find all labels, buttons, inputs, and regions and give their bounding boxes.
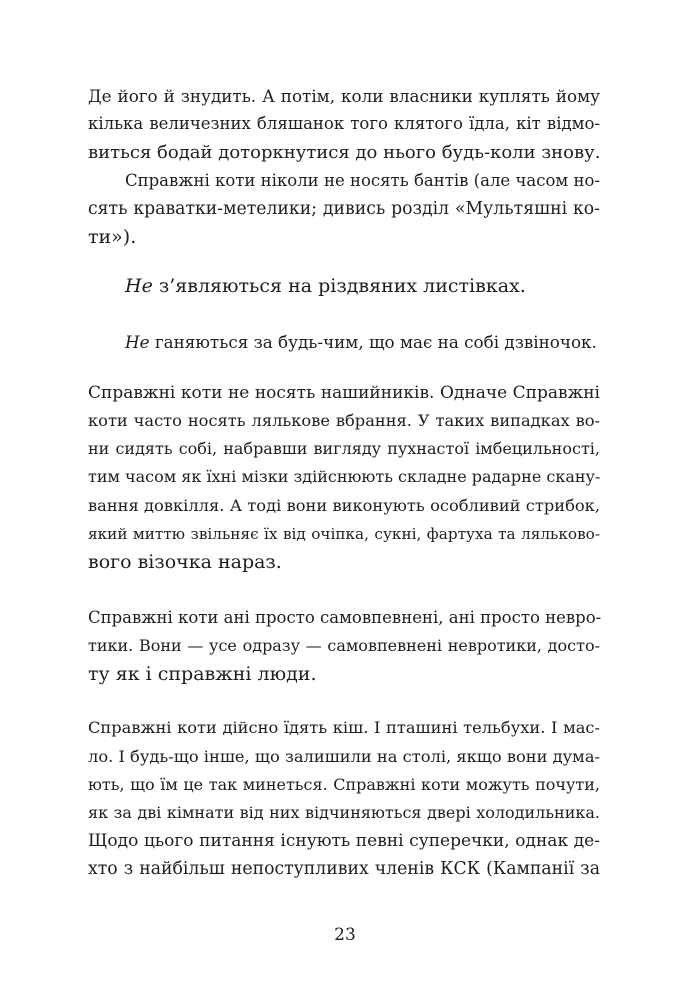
text-line: вання довкілля. А тоді вони виконують особливий стрибок,	[88, 496, 600, 515]
text-line: Справжні коти ніколи не носять бантів (але часом но-	[125, 171, 600, 190]
text-line: який миттю звільняє їх від очіпка, сукні, фартуха та ляльково-	[88, 525, 600, 543]
text-line: кілька величезних бляшанок того клятого їдла, кіт відмо-	[88, 114, 600, 133]
text-line: ють, що їм це так минеться. Справжні коти можуть почути,	[88, 775, 600, 794]
text-line: Справжні коти не носять нашийників. Одначе Справжні	[88, 383, 600, 403]
emphasis-text: Не	[125, 275, 153, 297]
text-line: Справжні коти дійсно їдять кіш. І пташині тельбухи. І мас-	[88, 718, 600, 737]
text-line: тики. Вони — усе одразу — самовпевнені невротики, досто-	[88, 636, 600, 655]
emphasis-text: Не	[125, 332, 150, 352]
text-line: Справжні коти ані просто самовпевнені, ані просто невро-	[88, 608, 602, 627]
text-line: виться бодай доторкнутися до нього будь-коли знову.	[88, 142, 601, 163]
text-line: як за дві кімнати від них відчиняються двері холодильника.	[88, 803, 600, 822]
text-line: тим часом як їхні мізки здійснюють складне радарне скану-	[88, 467, 601, 486]
line-text: ганяються за будь-чим, що має на собі дзвіночок.	[149, 332, 597, 352]
page-number: 23	[334, 925, 356, 945]
text-line: Де його й знудить. А потім, коли власники куплять йому	[88, 86, 600, 106]
text-line: Щодо цього питання існують певні суперечки, однак де-	[88, 831, 600, 851]
line-text: з’являються на різдвяних листівках.	[152, 275, 526, 297]
italic-line	[125, 330, 600, 356]
text-line: хто з найбільш непоступливих членів КСК (Кампанії за	[88, 859, 600, 879]
text-line: вого візочка нараз.	[88, 551, 282, 573]
italic-line	[125, 274, 600, 300]
text-line: ни сидять собі, набравши вигляду пухнастої імбецильності,	[88, 439, 600, 458]
text-line: коти часто носять лялькове вбрання. У таких випадках во-	[88, 411, 600, 430]
text-line: ло. І будь-що інше, що залишили на столі, якщо вони дума-	[88, 747, 600, 766]
text-line: ту як і справжні люди.	[88, 663, 317, 685]
text-line: ти»).	[88, 226, 137, 248]
text-line: сять краватки-метелики; дивись розділ «Мультяшні ко-	[88, 199, 600, 219]
